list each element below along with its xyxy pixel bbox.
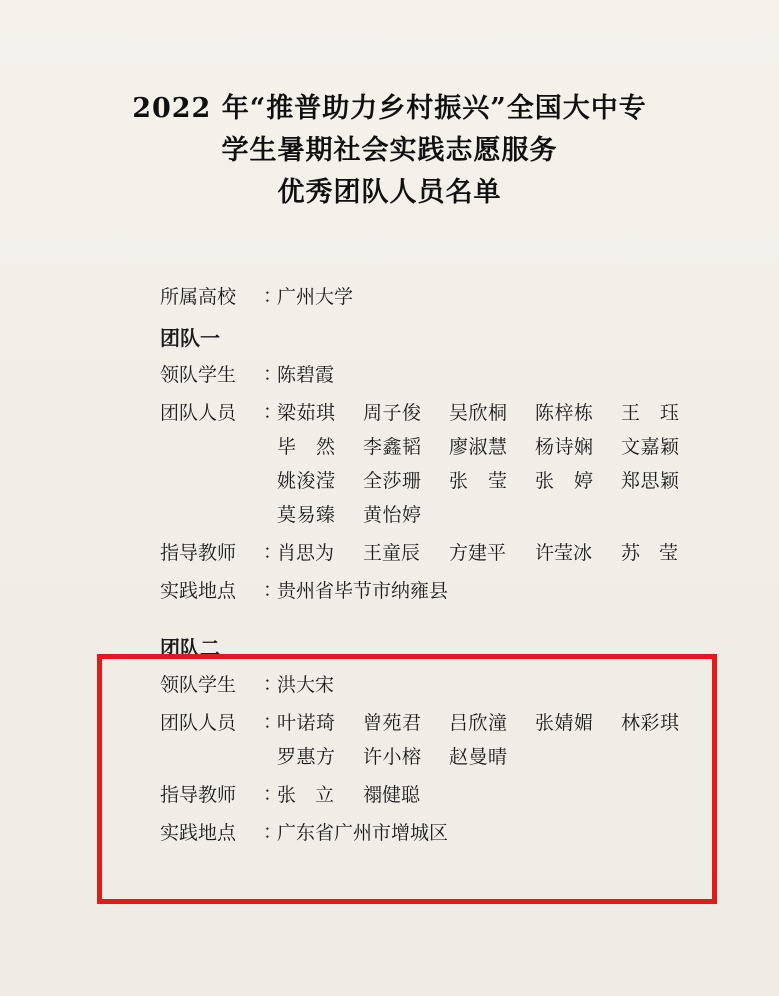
team-1-location-row [160, 574, 739, 608]
team-1-members-list [277, 396, 707, 532]
team-1-leader-row [160, 358, 739, 392]
team-2-teachers-row [160, 778, 739, 812]
member-name: 黄怡婷 [363, 504, 422, 526]
member-name: 李鑫韬 [363, 436, 422, 458]
team-2-leader-label: 领队学生 [160, 674, 237, 696]
team-1-members-colon: ： [263, 402, 283, 423]
team-1-leader-label: 领队学生 [160, 364, 237, 386]
team-2-heading: 团队二 [160, 636, 220, 660]
team-1-location-label: 实践地点 [160, 580, 237, 602]
team-2-members-colon: ： [263, 712, 283, 733]
member-name: 张 婷 [535, 470, 594, 492]
team-1-members-row [160, 396, 739, 532]
team-2-location-value: 广东省广州市增城区 [277, 822, 449, 844]
school-row [160, 280, 739, 314]
team-1-teachers-list [277, 536, 707, 570]
member-name: 吴欣桐 [449, 402, 508, 424]
document-body [0, 280, 779, 850]
member-name: 郑思颖 [621, 470, 680, 492]
teacher-name: 禤健聪 [363, 784, 421, 806]
school-value: 广州大学 [277, 286, 354, 308]
teacher-name: 许莹冰 [535, 542, 593, 564]
team-1-members-label: 团队人员 [160, 402, 237, 424]
member-name: 张 莹 [449, 470, 508, 492]
member-name: 姚浚滢 [277, 470, 336, 492]
team-2-members-row [160, 706, 739, 774]
teacher-name: 王童辰 [363, 542, 421, 564]
team-2-location-label: 实践地点 [160, 822, 237, 844]
member-name: 林彩琪 [621, 712, 680, 734]
member-name: 赵曼晴 [449, 746, 508, 768]
member-name: 罗惠方 [277, 746, 336, 768]
team-1-teachers-row [160, 536, 739, 570]
document-title [0, 0, 779, 214]
member-name: 文嘉颖 [621, 436, 680, 458]
member-name: 吕欣潼 [449, 712, 508, 734]
team-section-2 [160, 630, 739, 850]
team-2-leader-value: 洪大宋 [277, 674, 335, 696]
team-2-location-row [160, 816, 739, 850]
team-2-leader-colon: ： [263, 674, 283, 695]
team-2-leader-row [160, 668, 739, 702]
school-colon: ： [263, 286, 283, 307]
team-2-teachers-label: 指导教师 [160, 784, 237, 806]
team-1-teachers-label: 指导教师 [160, 542, 237, 564]
team-1-leader-value: 陈碧霞 [277, 364, 335, 386]
member-name: 叶诺琦 [277, 712, 336, 734]
team-2-teachers-colon: ： [263, 784, 283, 805]
member-name: 杨诗娴 [535, 436, 594, 458]
member-name: 陈梓栋 [535, 402, 594, 424]
team-2-teachers-list [277, 778, 449, 812]
school-label: 所属高校 [160, 286, 237, 308]
member-name: 毕 然 [277, 436, 336, 458]
member-name: 周子俊 [363, 402, 422, 424]
member-name: 廖淑慧 [449, 436, 508, 458]
member-name: 曾苑君 [363, 712, 422, 734]
member-name: 许小榕 [363, 746, 422, 768]
teacher-name: 苏 莹 [621, 542, 679, 564]
team-1-heading: 团队一 [160, 326, 220, 350]
team-2-members-label: 团队人员 [160, 712, 237, 734]
teacher-name: 肖思为 [277, 542, 335, 564]
team-2-members-list [277, 706, 707, 774]
team-1-location-colon: ： [263, 580, 283, 601]
member-name: 王 珏 [621, 402, 680, 424]
title-line-2: 学生暑期社会实践志愿服务 [221, 135, 558, 166]
section-spacer [160, 612, 739, 624]
team-2-location-colon: ： [263, 822, 283, 843]
member-name: 张婧媚 [535, 712, 594, 734]
teacher-name: 方建平 [449, 542, 507, 564]
title-line-3: 优秀团队人员名单 [277, 177, 502, 208]
teacher-name: 张 立 [277, 784, 335, 806]
team-section-1 [160, 320, 739, 608]
member-name: 梁茹琪 [277, 402, 336, 424]
member-name: 莫易臻 [277, 504, 336, 526]
team-1-teachers-colon: ： [263, 542, 283, 563]
member-name: 全莎珊 [363, 470, 422, 492]
title-line-1: 2022 年“推普助力乡村振兴”全国大中专 [132, 93, 647, 124]
team-1-leader-colon: ： [263, 364, 283, 385]
team-1-location-value: 贵州省毕节市纳雍县 [277, 580, 449, 602]
